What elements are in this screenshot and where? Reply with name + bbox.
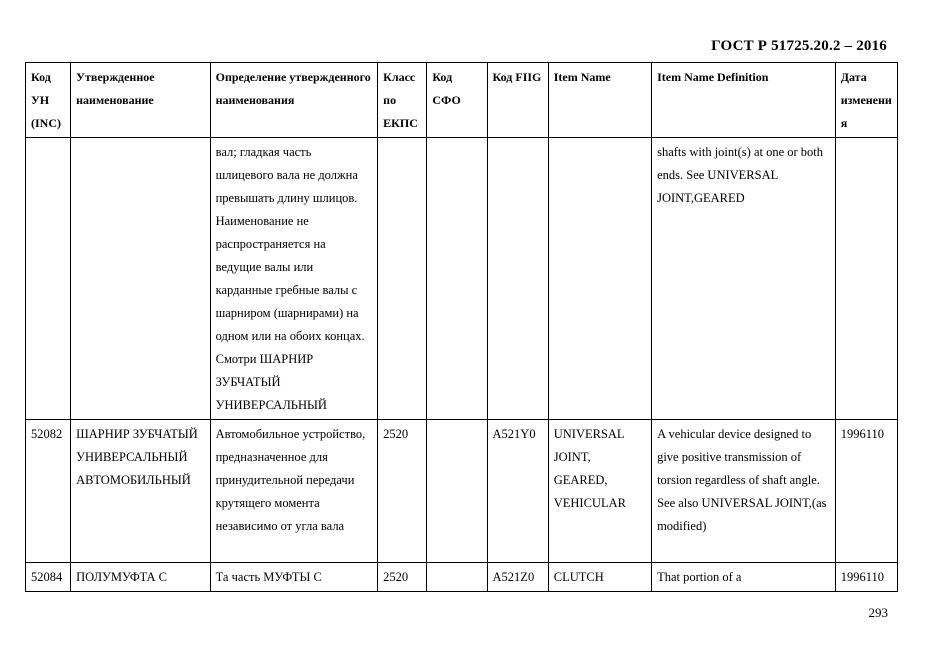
column-header-ekps: Класс по ЕКПС <box>378 63 427 138</box>
column-header-approved-name: Утвержденное наименование <box>71 63 210 138</box>
cell-change-date: 1996110 <box>835 420 897 563</box>
cell-approved-name: ШАРНИР ЗУБЧАТЫЙ УНИВЕРСАЛЬНЫЙ АВТОМОБИЛЬНЫЙ <box>71 420 210 563</box>
cell-inc <box>26 138 71 420</box>
cell-change-date <box>835 138 897 420</box>
page-number: 293 <box>868 605 888 620</box>
cell-definition: Автомобильное устройство, предназначенное для принудительной передачи крутящего момента независимо от угла вала <box>210 420 378 563</box>
cell-ekps: 2520 <box>378 420 427 563</box>
column-header-item-name: Item Name <box>548 63 651 138</box>
cell-fiig: A521Y0 <box>487 420 548 563</box>
table-row <box>26 563 898 592</box>
cell-sfo <box>427 138 487 420</box>
cell-approved-name <box>71 138 210 420</box>
table-row <box>26 138 898 420</box>
column-header-change-date: Дата изменения <box>835 63 897 138</box>
cell-item-name-definition: A vehicular device designed to give positive transmission of torsion regardless of shaft angle. See also UNIVERSAL JOINT,(as modified) <box>652 420 836 563</box>
cell-item-name: UNIVERSAL JOINT, GEARED, VEHICULAR <box>548 420 651 563</box>
table-row <box>26 420 898 563</box>
cell-item-name-definition: That portion of a <box>652 563 836 592</box>
cell-change-date: 1996110 <box>835 563 897 592</box>
cell-sfo <box>427 420 487 563</box>
cell-definition: вал; гладкая часть шлицевого вала не должна превышать длину шлицов. Наименование не распространяется на ведущие валы или карданные гребные валы с шарниром (шарнирами) на одном или на обоих концах. Смотри ШАРНИР ЗУБЧАТЫЙ УНИВЕРСАЛЬНЫЙ <box>210 138 378 420</box>
cell-item-name: CLUTCH <box>548 563 651 592</box>
column-header-sfo: Код СФО <box>427 63 487 138</box>
cell-item-name <box>548 138 651 420</box>
cell-fiig: A521Z0 <box>487 563 548 592</box>
column-header-fiig: Код FIIG <box>487 63 548 138</box>
column-header-inc: Код УН (INC) <box>26 63 71 138</box>
cell-approved-name: ПОЛУМУФТА С <box>71 563 210 592</box>
cell-definition: Та часть МУФТЫ С <box>210 563 378 592</box>
column-header-definition: Определение утвержденного наименования <box>210 63 378 138</box>
cell-fiig <box>487 138 548 420</box>
column-header-item-name-definition: Item Name Definition <box>652 63 836 138</box>
table-header-row <box>26 63 898 138</box>
document-standard-title: ГОСТ Р 51725.20.2 – 2016 <box>711 38 887 54</box>
cell-item-name-definition: shafts with joint(s) at one or both ends. See UNIVERSAL JOINT,GEARED <box>652 138 836 420</box>
cell-ekps <box>378 138 427 420</box>
cell-inc: 52084 <box>26 563 71 592</box>
nomenclature-table <box>25 62 898 592</box>
cell-ekps: 2520 <box>378 563 427 592</box>
cell-inc: 52082 <box>26 420 71 563</box>
cell-sfo <box>427 563 487 592</box>
